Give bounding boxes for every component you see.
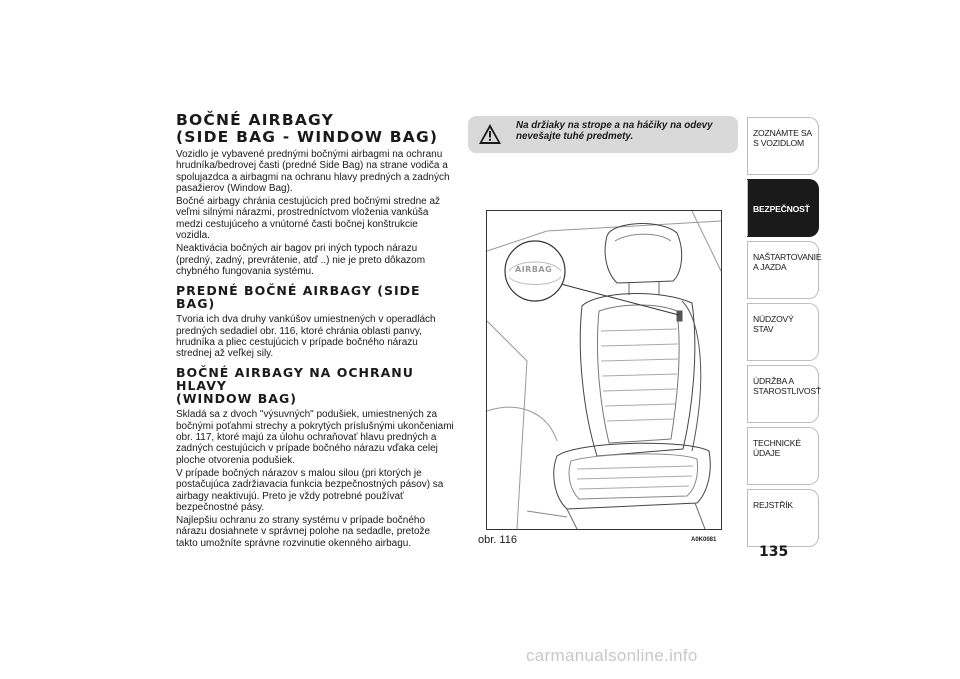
window-bag-paragraph-1: Skladá sa z dvoch "výsuvných" podušiek, umiestnených za bočnými poťahmi strechy a pokrytých príslušnými ukončeniami obr. 117, ktoré majú za úlohu ochraňovať hlavu predných a zadných cestujúcich v prípade bočného nárazu vďaka celej ploche otvorenia podušiek.: [176, 409, 454, 466]
page-title: [176, 112, 454, 146]
page-number: 135: [759, 544, 789, 560]
section-heading-window-bag: [176, 366, 454, 405]
warning-text: Na držiaky na strope a na háčiky na odevy nevešajte tuhé predmety.: [516, 120, 713, 142]
text-column: [176, 112, 454, 551]
side-bag-paragraph: Tvoria ich dva druhy vankúšov umiestnených v operadlách predných sedadiel obr. 116, ktoré chránia oblasti panvy, hrudníka a pliec cestujúcich v prípade bočného nárazu strednej až veľkej sily.: [176, 314, 436, 360]
tab-starting-driving[interactable]: NAŠTARTOVANIE A JAZDA: [747, 241, 819, 299]
figure-code: A0K0081: [691, 537, 717, 543]
tab-technical-data[interactable]: TECHNICKÉ ÚDAJE: [747, 427, 819, 485]
figure-caption: obr. 116: [478, 534, 517, 546]
intro-paragraph-2: Bočné airbagy chránia cestujúcich pred bočnými stredne až veľmi silnými nárazmi, prostredníctvom vloženia vankúša medzi cestujúceho a vnútorné časti bočnej konštrukcie vozidla.: [176, 196, 441, 242]
section-heading-side-bag: PREDNÉ BOČNÉ AIRBAGY (SIDE BAG): [176, 283, 421, 312]
window-bag-heading-line-2: (WINDOW BAG): [176, 391, 297, 407]
car-seat-illustration: [487, 211, 721, 529]
watermark: carmanualsonline.info: [526, 646, 698, 665]
tab-vehicle[interactable]: ZOZNÁMTE SA S VOZIDLOM: [747, 117, 819, 175]
warning-box: [468, 116, 738, 153]
tab-maintenance[interactable]: ÚDRŽBA A STAROSTLIVOSŤ: [747, 365, 819, 423]
window-bag-paragraph-2: V prípade bočných nárazov s malou silou (pri ktorých je postačujúca zadržiavacia funkcia bezpečnostných pásov) sa airbagy neaktivujú. Preto je vždy potrebné používať bezpečnostné pásy.: [176, 467, 444, 513]
tab-emergency[interactable]: NÚDZOVÝ STAV: [747, 303, 819, 361]
chapter-tabs: [747, 117, 822, 551]
title-line-2: (SIDE BAG - WINDOW BAG): [176, 128, 439, 146]
tab-index[interactable]: REJSTŘÍK: [747, 489, 819, 547]
tab-safety[interactable]: BEZPEČNOSŤ: [747, 179, 819, 237]
seat-airbag-figure: [486, 210, 722, 530]
title-line-1: BOČNÉ AIRBAGY: [176, 111, 335, 129]
window-bag-heading-line-1: BOČNÉ AIRBAGY NA OCHRANU HLAVY: [176, 365, 414, 394]
window-bag-paragraph-3: Najlepšiu ochranu zo strany systému v prípade bočného nárazu dosiahnete v správnej polohe na sedadle, pretože takto umožníte správne rozvinutie okenného airbagu.: [176, 515, 431, 549]
intro-paragraph-1: Vozidlo je vybavené prednými bočnými airbagmi na ochranu hrudníka/bedrovej časti (predné Side Bag) na strane vodiča a spolujazdca a airbagmi na ochranu hlavy predných a zadných pasažierov (Window Bag).: [176, 149, 450, 194]
warning-triangle-icon: [478, 123, 502, 145]
intro-paragraph-3: Neaktivácia bočných air bagov pri iných typoch nárazu (predný, zadný, prevrátenie, atď ..) nie je preto dôkazom chybného fungovania systému.: [176, 243, 426, 277]
airbag-label: AIRBAG: [515, 265, 553, 274]
